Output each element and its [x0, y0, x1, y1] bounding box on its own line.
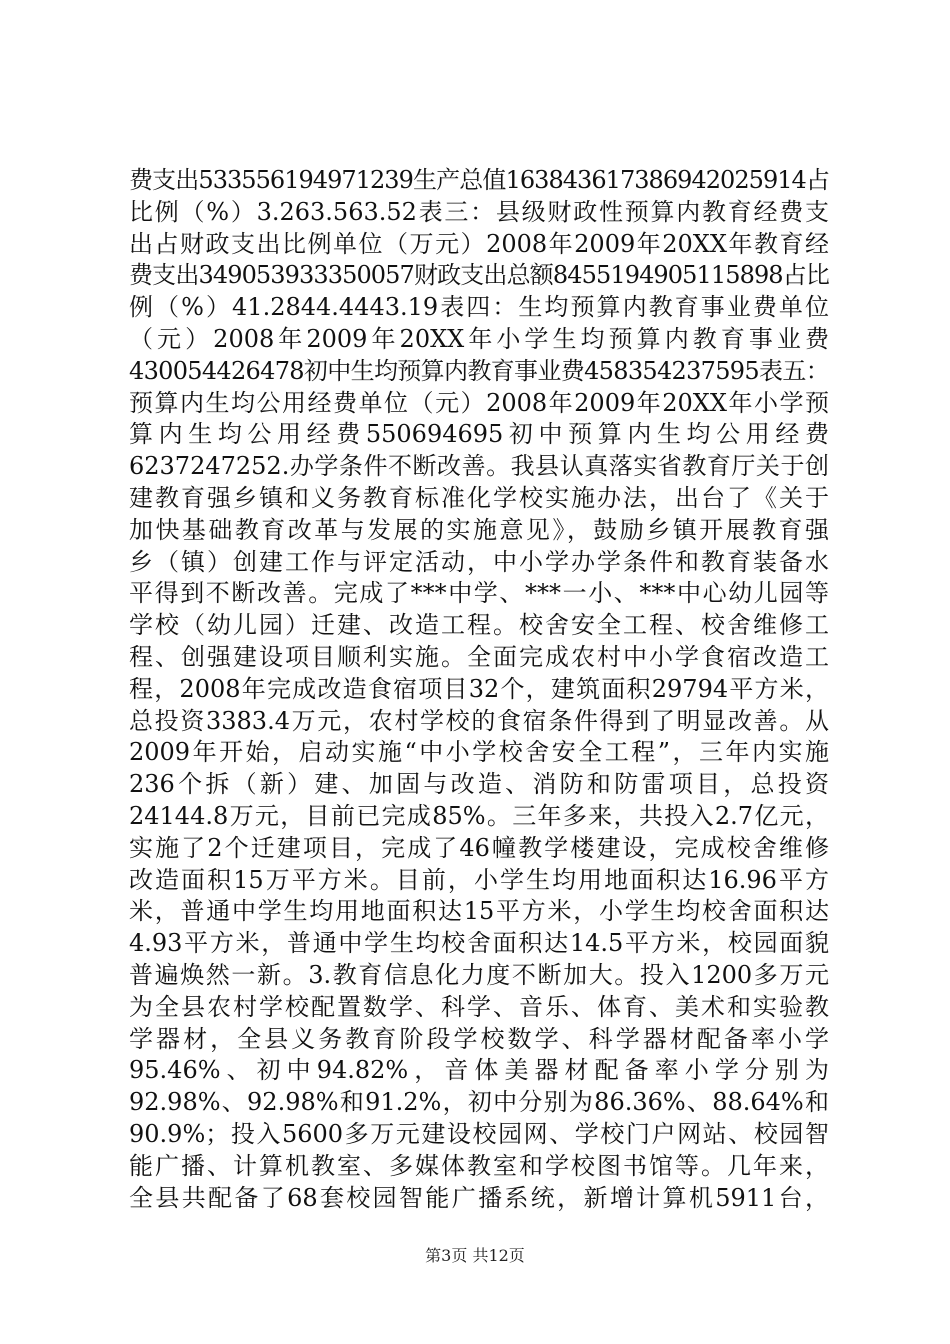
text-line: 90.9%；投入5600多万元建设校园网、学校门户网站、校园智 — [129, 1119, 829, 1148]
text-line: 4.93平方米，普通中学生均校舍面积达14.5平方米，校园面貌 — [129, 929, 829, 958]
text-line: 总投资3383.4万元，农村学校的食宿条件得到了明显改善。从 — [129, 706, 829, 735]
text-line: 6237247252.办学条件不断改善。我县认真落实省教育厅关于创 — [129, 452, 829, 481]
text-line: 92.98%、92.98%和91.2%，初中分别为86.36%、88.64%和 — [129, 1088, 829, 1117]
text-line: 全县共配备了68套校园智能广播系统，新增计算机5911台， — [129, 1183, 829, 1212]
text-line: 米，普通中学生均用地面积达15平方米，小学生均校舍面积达 — [129, 897, 829, 926]
text-line: 算内生均公用经费550694695初中预算内生均公用经费 — [129, 420, 829, 449]
text-line: 加快基础教育改革与发展的实施意见》，鼓励乡镇开展教育强 — [129, 515, 829, 544]
text-line: 430054426478初中生均预算内教育事业费458354237595表五： — [129, 356, 829, 385]
text-line: （元）2008年2009年20XX年小学生均预算内教育事业费 — [129, 324, 829, 353]
text-line: 例（%）41.2844.4443.19表四：生均预算内教育事业费单位 — [129, 293, 829, 322]
text-line: 程、创强建设项目顺利实施。全面完成农村中小学食宿改造工 — [129, 642, 829, 671]
text-line: 改造面积15万平方米。目前，小学生均用地面积达16.96平方 — [129, 865, 829, 894]
text-line: 实施了2个迁建项目，完成了46幢教学楼建设，完成校舍维修 — [129, 833, 829, 862]
body-text — [129, 165, 829, 1214]
text-line: 普遍焕然一新。3.教育信息化力度不断加大。投入1200多万元 — [129, 960, 829, 989]
text-line: 费支出349053933350057财政支出总额8455194905115898占比 — [129, 261, 829, 290]
text-line: 费支出533556194971239生产总值163843617386942025914占 — [129, 166, 829, 194]
text-line: 程，2008年完成改造食宿项目32个，建筑面积29794平方米， — [129, 674, 829, 703]
text-line: 能广播、计算机教室、多媒体教室和学校图书馆等。几年来， — [129, 1151, 829, 1180]
page-footer: 第3页 共12页 — [425, 1246, 525, 1265]
text-line: 预算内生均公用经费单位（元）2008年2009年20XX年小学预 — [129, 388, 829, 417]
text-line: 建教育强乡镇和义务教育标准化学校实施办法，出台了《关于 — [129, 483, 829, 512]
text-line: 学校（幼儿园）迁建、改造工程。校舍安全工程、校舍维修工 — [129, 611, 829, 640]
text-line: 出占财政支出比例单位（万元）2008年2009年20XX年教育经 — [129, 229, 829, 258]
text-line: 24144.8万元，目前已完成85%。三年多来，共投入2.7亿元， — [129, 801, 829, 830]
text-line: 比例（%）3.263.563.52表三：县级财政性预算内教育经费支 — [129, 197, 829, 226]
text-line: 95.46%、初中94.82%，音体美器材配备率小学分别为 — [129, 1056, 829, 1085]
text-line: 为全县农村学校配置数学、科学、音乐、体育、美术和实验教 — [129, 992, 829, 1021]
text-line: 平得到不断改善。完成了***中学、***一小、***中心幼儿园等 — [129, 579, 829, 608]
text-line: 学器材，全县义务教育阶段学校数学、科学器材配备率小学 — [129, 1024, 829, 1053]
text-line: 乡（镇）创建工作与评定活动，中小学办学条件和教育装备水 — [129, 547, 829, 576]
text-line: 236个拆（新）建、加固与改造、消防和防雷项目，总投资 — [129, 770, 829, 799]
text-line: 2009年开始，启动实施“中小学校舍安全工程”，三年内实施 — [129, 738, 829, 767]
